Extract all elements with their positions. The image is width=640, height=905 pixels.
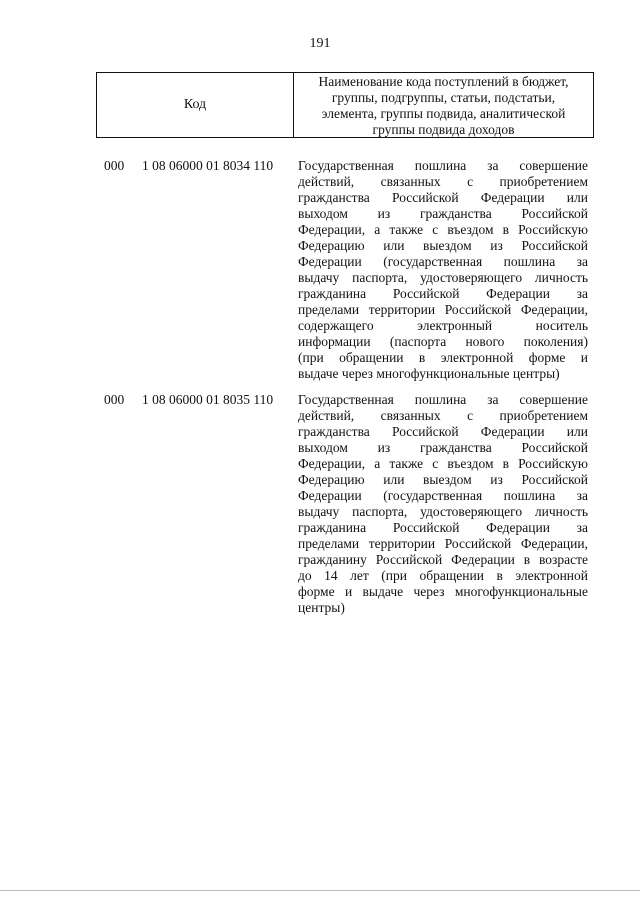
page-edge-divider — [0, 890, 640, 891]
name-line: действий, связанных с приобретением — [298, 174, 588, 189]
name-line: Федерации (государственная пошлина за — [298, 488, 588, 503]
name-line: гражданства Российской Федерации или — [298, 190, 588, 205]
name-line: пределами территории Российской Федерации, — [298, 302, 588, 317]
admin-code: 000 — [104, 158, 125, 173]
name-line: Государственная пошлина за совершение — [298, 158, 588, 173]
revenue-code: 1 08 06000 01 8035 110 — [142, 392, 274, 407]
name-line: Федерации (государственная пошлина за — [298, 254, 588, 269]
name-line: Федерации, а также с въездом в Российскую — [298, 222, 588, 237]
name-line: действий, связанных с приобретением — [298, 408, 588, 423]
name-line: Федерацию или выездом из Российской — [298, 238, 588, 253]
name-line: гражданина Российской Федерации за — [298, 520, 588, 535]
name-line: гражданина Российской Федерации за — [298, 286, 588, 301]
name-line: гражданства Российской Федерации или — [298, 424, 588, 439]
header-name-line: группы подвида доходов — [372, 122, 515, 137]
header-name-line: Наименование кода поступлений в бюджет, — [318, 74, 569, 89]
name-line: выдачу паспорта, удостоверяющего личность — [298, 504, 588, 519]
name-line: выдаче через многофункциональные центры) — [298, 366, 560, 381]
name-line: (при обращении в электронной форме и — [298, 350, 588, 365]
revenue-name — [298, 158, 588, 382]
name-line: Федерации, а также с въездом в Российскую — [298, 456, 588, 471]
revenue-name — [298, 392, 588, 616]
header-code-label: Код — [97, 73, 294, 137]
revenue-code: 1 08 06000 01 8034 110 — [142, 158, 274, 173]
name-line: Федерацию или выездом из Российской — [298, 472, 588, 487]
header-name-label — [294, 73, 593, 137]
table-header — [96, 72, 594, 138]
name-line: выдачу паспорта, удостоверяющего личность — [298, 270, 588, 285]
name-line: пределами территории Российской Федерации, — [298, 536, 588, 551]
header-name-line: группы, подгруппы, статьи, подстатьи, — [331, 90, 556, 105]
name-line: форме и выдаче через многофункциональные — [298, 584, 588, 599]
name-line: до 14 лет (при обращении в электронной — [298, 568, 588, 583]
name-line: гражданину Российской Федерации в возрасте — [298, 552, 588, 567]
name-line: информации (паспорта нового поколения) — [298, 334, 588, 349]
name-line: центры) — [298, 600, 345, 615]
name-line: выходом из гражданства Российской — [298, 206, 588, 221]
name-line: выходом из гражданства Российской — [298, 440, 588, 455]
name-line: содержащего электронный носитель — [298, 318, 588, 333]
header-name-line: элемента, группы подвида, аналитической — [321, 106, 566, 121]
name-line: Государственная пошлина за совершение — [298, 392, 588, 407]
admin-code: 000 — [104, 392, 125, 407]
page-number: 191 — [309, 36, 331, 51]
